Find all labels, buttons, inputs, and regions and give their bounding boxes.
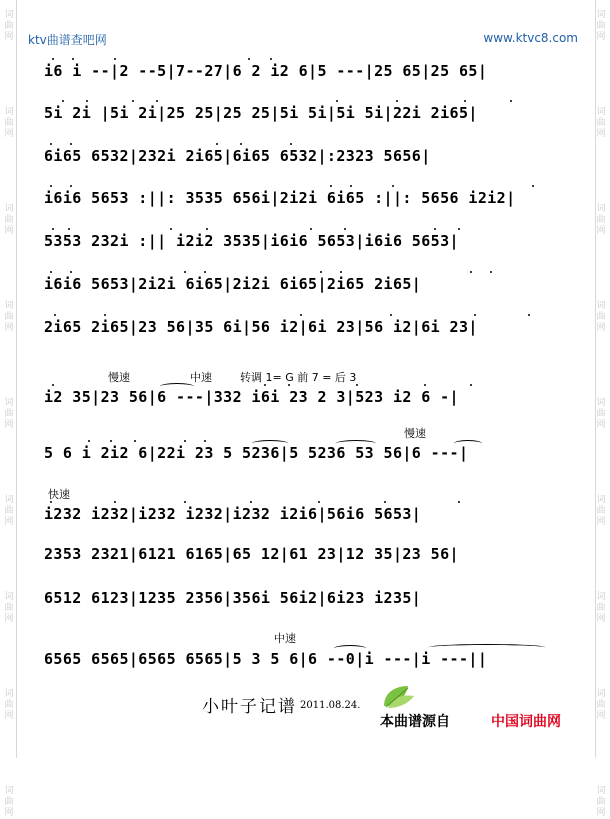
tempo-fast: 快速 [48, 488, 70, 501]
watermark-left: 词曲网 词曲网 词曲网 词曲网 词曲网 词曲网 词曲网 词曲网 词曲网 [4, 10, 14, 818]
score-line: i6 i --|2 --5|7--27|6 2 i2 6|5 ---|25 65|25 65| [44, 62, 488, 80]
leaf-logo-icon [378, 680, 418, 710]
signature: 小叶子记谱 [202, 697, 297, 717]
source-label: 本曲谱源自 [380, 714, 450, 730]
score-line: i6i6 5653|2i2i 6i65|2i2i 6i65|2i65 2i65| [44, 275, 422, 293]
score-line: i2 35|23 56|6 ---|332 i6i 23 2 3|523 i2 6 -| [44, 388, 459, 406]
slur [336, 440, 376, 447]
slur [160, 383, 194, 390]
octave-dots [44, 58, 554, 62]
tempo-slow-1: 慢速 [108, 371, 130, 384]
slur [428, 644, 546, 651]
octave-dots [44, 100, 554, 104]
octave-dots [44, 143, 554, 147]
score-line: 6565 6565|6565 6565|5 3 5 6|6 --0|i ---|i ---|| [44, 650, 488, 668]
site-url-right[interactable]: www.ktvc8.com [483, 31, 578, 45]
score-line: i6i6 5653 :||: 3535 656i|2i2i 6i65 :||: 5656 i2i2| [44, 189, 516, 207]
score-line: 5 6 i 2i2 6|22i 23 5 5236|5 5236 53 56|6 ---| [44, 444, 469, 462]
tempo-medium-1: 中速 [190, 371, 212, 384]
score-line: 2i65 2i65|23 56|35 6i|56 i2|6i 23|56 i2|6i 23| [44, 318, 478, 336]
score-line: 6i65 6532|232i 2i65|6i65 6532|:2323 5656| [44, 147, 431, 165]
modulation-note: 转调 1= G 前 7 = 后 3 [240, 371, 357, 384]
slur [454, 440, 482, 447]
watermark-right: 词曲网 词曲网 词曲网 词曲网 词曲网 词曲网 词曲网 词曲网 词曲网 [596, 10, 606, 818]
score-line: 5i 2i |5i 2i|25 25|25 25|5i 5i|5i 5i|22i 2i65| [44, 104, 478, 122]
score-line: 6512 6123|1235 2356|356i 56i2|6i23 i235| [44, 589, 422, 607]
score-line: 5353 232i :|| i2i2 3535|i6i6 5653|i6i6 5653| [44, 232, 459, 250]
score-line: i232 i232|i232 i232|i232 i2i6|56i6 5653| [44, 505, 422, 523]
octave-dots [44, 501, 554, 505]
octave-dots [44, 228, 554, 232]
octave-dots [44, 271, 554, 275]
octave-dots [44, 314, 554, 318]
slur [334, 645, 366, 652]
tempo-slow-2: 慢速 [404, 427, 426, 440]
tempo-medium-2: 中速 [274, 632, 296, 645]
site-name-left[interactable]: ktv曲谱查吧网 [28, 33, 107, 47]
score-line: 2353 2321|6121 6165|65 12|61 23|12 35|23 56| [44, 545, 459, 563]
slur [252, 440, 288, 447]
transcription-date: 2011.08.24. [300, 700, 361, 711]
octave-dots [44, 185, 554, 189]
source-site-link[interactable]: 中国词曲网 [491, 714, 561, 730]
